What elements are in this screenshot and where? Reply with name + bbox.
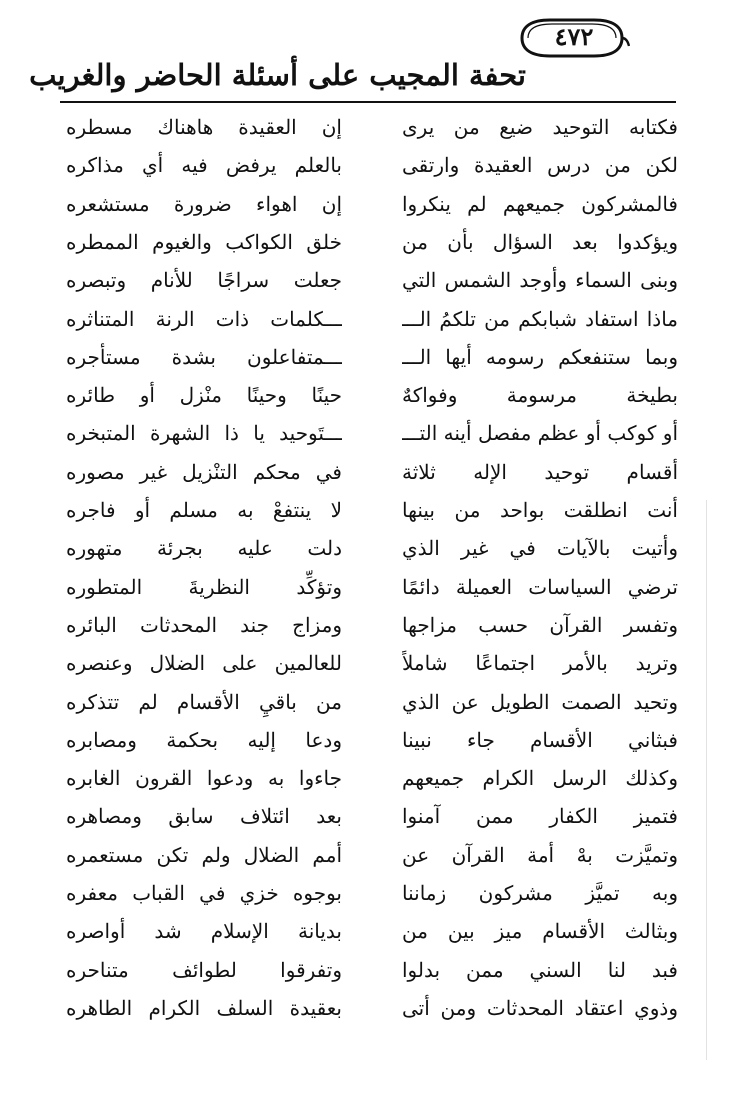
verse-line xyxy=(0,759,752,797)
verse-line xyxy=(0,491,752,529)
verse-first-hemistich: ماذا استفاد شبابكم من تلكمُ الـــ xyxy=(402,306,678,331)
verse-line xyxy=(0,644,752,682)
scan-edge-line xyxy=(706,500,707,1060)
verse-first-hemistich: وبما ستنفعكم رسومه أيها الـــ xyxy=(402,344,678,369)
header-rule xyxy=(60,101,676,103)
verse-line xyxy=(0,989,752,1027)
verse-second-hemistich: بوجوه خزي في القباب معفره xyxy=(66,881,342,905)
verse-second-hemistich: بعقيدة السلف الكرام الطاهره xyxy=(66,995,342,1020)
verse-line xyxy=(0,300,752,338)
verse-line xyxy=(0,261,752,299)
verse-line xyxy=(0,683,752,721)
verse-line xyxy=(0,529,752,567)
verse-line xyxy=(0,836,752,874)
verse-second-hemistich: في محكم التنْزيل غير مصوره xyxy=(66,459,342,484)
verse-first-hemistich: أقسام توحيد الإله ثلاثة xyxy=(402,459,678,484)
verse-first-hemistich: وذوي اعتقاد المحدثات ومن أتى xyxy=(402,995,678,1020)
verse-second-hemistich: بعد ائتلاف سابق ومصاهره xyxy=(66,804,342,829)
verse-second-hemistich: حينًا وحينًا منْزل أو طائره xyxy=(66,383,342,408)
verse-first-hemistich: فالمشركون جميعهم لم ينكروا xyxy=(402,191,678,216)
page-number-badge xyxy=(510,16,630,60)
verse-first-hemistich: وكذلك الرسل الكرام جميعهم xyxy=(402,766,678,791)
verse-first-hemistich: فكتابه التوحيد ضيع من يرى xyxy=(402,115,678,139)
verse-second-hemistich: للعالمين على الضلال وعنصره xyxy=(66,651,342,676)
verse-line xyxy=(0,376,752,414)
page-number: ٤٧٢ xyxy=(554,22,594,51)
verse-second-hemistich: وتفرقوا لطوائف متناحره xyxy=(66,957,342,982)
verse-second-hemistich: وتؤكِّد النظريةَ المتطوره xyxy=(66,574,342,599)
verse-line xyxy=(0,874,752,912)
verse-second-hemistich: ودعا إليه بحكمة ومصابره xyxy=(66,727,342,752)
verse-first-hemistich: أو كوكب أو عظم مفصل أينه التـــ xyxy=(402,421,678,446)
verse-line xyxy=(0,414,752,452)
verse-first-hemistich: وتميَّزت بهْ أمة القرآن عن xyxy=(402,842,678,867)
verse-first-hemistich: وتفسر القرآن حسب مزاجها xyxy=(402,612,678,637)
verse-second-hemistich: من باقيِ الأقسام لم تتذكره xyxy=(66,689,342,714)
verse-first-hemistich: بطيخة مرسومة وفواكهٌ xyxy=(402,383,678,408)
book-title: تحفة المجيب على أسئلة الحاضر والغريب xyxy=(29,58,526,92)
verse-first-hemistich: فتميز الكفار ممن آمنوا xyxy=(402,804,678,829)
verse-second-hemistich: بديانة الإسلام شد أواصره xyxy=(66,919,342,944)
verse-first-hemistich: فبثاني الأقسام جاء نبينا xyxy=(402,727,678,752)
verse-second-hemistich: ـــمتفاعلون بشدة مستأجره xyxy=(66,344,342,369)
verse-line xyxy=(0,146,752,184)
verse-second-hemistich: ـــتَوحيد يا ذا الشهرة المتبخره xyxy=(66,421,342,446)
verse-second-hemistich: إن العقيدة هاهناك مسطره xyxy=(66,115,342,139)
verse-first-hemistich: ويؤكدوا بعد السؤال بأن من xyxy=(402,229,678,254)
verse-line xyxy=(0,797,752,835)
verse-line xyxy=(0,568,752,606)
verse-first-hemistich: وبثالث الأقسام ميز بين من xyxy=(402,919,678,944)
verse-first-hemistich: وبه تميَّز مشركون زماننا xyxy=(402,881,678,905)
verse-second-hemistich: جعلت سراجًا للأنام وتبصره xyxy=(66,268,342,293)
verse-second-hemistich: جاءوا به ودعوا القرون الغابره xyxy=(66,766,342,791)
verse-second-hemistich: بالعلم يرفض فيه أي مذاكره xyxy=(66,153,342,178)
verse-first-hemistich: ترضي السياسات العميلة دائمًا xyxy=(402,574,678,599)
verse-second-hemistich: ومزاج جند المحدثات البائره xyxy=(66,612,342,637)
verse-second-hemistich: دلت عليه بجرئة متهوره xyxy=(66,536,342,561)
verse-line xyxy=(0,108,752,146)
verse-first-hemistich: لكن من درس العقيدة وارتقى xyxy=(402,153,678,178)
verse-first-hemistich: وبنى السماء وأوجد الشمس التي xyxy=(402,268,678,293)
verse-second-hemistich: خلق الكواكب والغيوم الممطره xyxy=(66,229,342,254)
verse-line xyxy=(0,223,752,261)
verse-line xyxy=(0,453,752,491)
verse-first-hemistich: وتريد بالأمر اجتماعًا شاملاً xyxy=(402,651,678,676)
verse-line xyxy=(0,185,752,223)
verse-line xyxy=(0,912,752,950)
verse-second-hemistich: ـــكلمات ذات الرنة المتناثره xyxy=(66,306,342,331)
verse-second-hemistich: أمم الضلال ولم تكن مستعمره xyxy=(66,842,342,867)
verse-line xyxy=(0,338,752,376)
verse-first-hemistich: أنت انطلقت بواحد من بينها xyxy=(402,498,678,522)
verse-second-hemistich: لا ينتفعْ به مسلم أو فاجره xyxy=(66,498,342,522)
verse-line xyxy=(0,951,752,989)
verse-first-hemistich: فبد لنا السني ممن بدلوا xyxy=(402,957,678,982)
verse-first-hemistich: وأتيت بالآيات في غير الذي xyxy=(402,536,678,561)
verse-line xyxy=(0,606,752,644)
verse-line xyxy=(0,721,752,759)
verse-first-hemistich: وتحيد الصمت الطويل عن الذي xyxy=(402,689,678,714)
verse-second-hemistich: إن اهواء ضرورة مستشعره xyxy=(66,191,342,216)
